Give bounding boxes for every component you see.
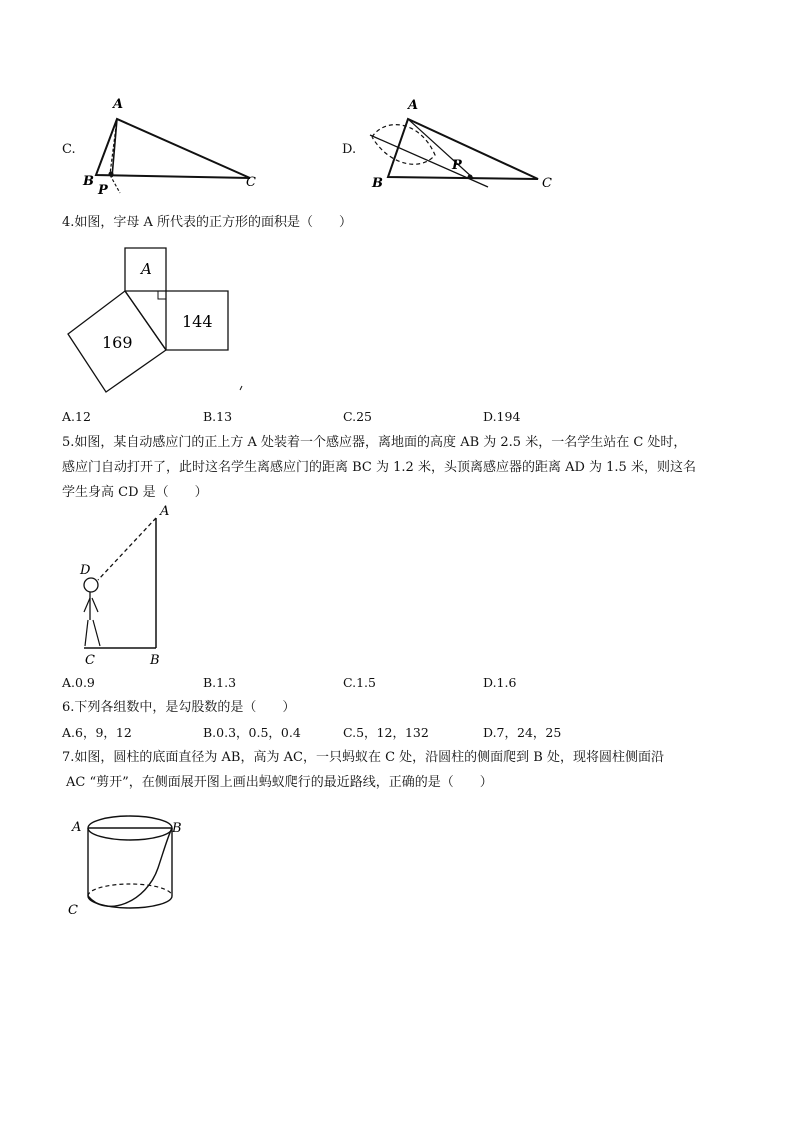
option-c-label: C. [62,142,76,157]
fig-d-label-c: C [542,176,552,191]
fig-c-label-b: B [83,174,94,189]
q5-label-a: A [160,504,170,519]
q4-option-c: C.25 [343,409,372,424]
q3-figure-d [360,95,570,195]
fig-d-label-b: B [372,176,383,191]
q4-option-d: D.194 [483,409,521,424]
q4-option-a: A.12 [62,409,91,424]
fig-c-label-c: C [246,175,256,190]
q7-label-a: A [72,820,82,835]
q5-label-c: C [85,653,95,668]
q6-stem: 6.下列各组数中，是勾股数的是（ ） [62,700,296,715]
q4-figure [62,240,242,400]
fig-d-label-p: P [452,158,462,173]
q5-label-d: D [80,563,91,578]
q5-option-c: C.1.5 [343,675,376,690]
q7-label-c: C [68,903,78,918]
q5-stem-line2: 感应门自动打开了，此时这名学生离感应门的距离 BC 为 1.2 米，头顶离感应器的距离 AD 为 1.5 米，则这名 [62,460,696,475]
fig-d-label-a: A [408,98,419,113]
square-a-label: A [141,260,152,278]
q6-option-a: A.6，9，12 [62,725,132,740]
q6-option-b: B.0.3，0.5，0.4 [203,725,301,740]
q7-cylinder-figure [66,808,196,923]
fig-c-label-p: P [98,183,108,198]
option-d-label: D. [342,142,357,157]
fig-c-label-a: A [113,97,124,112]
q7-stem-line1: 7.如图，圆柱的底面直径为 AB，高为 AC，一只蚂蚁在 C 处，沿圆柱的侧面爬到 B 处，现将圆柱侧面沿 [62,750,664,765]
square-169-label: 169 [102,333,133,352]
q5-option-a: A.0.9 [62,675,95,690]
q4-stem: 4.如图，字母 A 所代表的正方形的面积是（ ） [62,215,353,230]
q5-label-b: B [150,653,160,668]
q7-label-b: B [172,821,182,836]
q5-figure [76,500,186,670]
q6-option-c: C.5，12，132 [343,725,429,740]
q5-option-d: D.1.6 [483,675,517,690]
q3-figure-c [80,95,270,198]
q4-option-b: B.13 [203,409,233,424]
q5-option-b: B.1.3 [203,675,237,690]
q5-stem-line3: 学生身高 CD 是（ ） [62,485,208,500]
square-144-label: 144 [182,312,213,331]
q7-stem-line2: AC “剪开”，在侧面展开图上画出蚂蚁爬行的最近路线，正确的是（ ） [66,775,493,790]
q5-stem-line1: 5.如图，某自动感应门的正上方 A 处装着一个感应器，离地面的高度 AB 为 2.5 米，一名学生站在 C 处时， [62,435,687,450]
q6-option-d: D.7，24，25 [483,725,562,740]
